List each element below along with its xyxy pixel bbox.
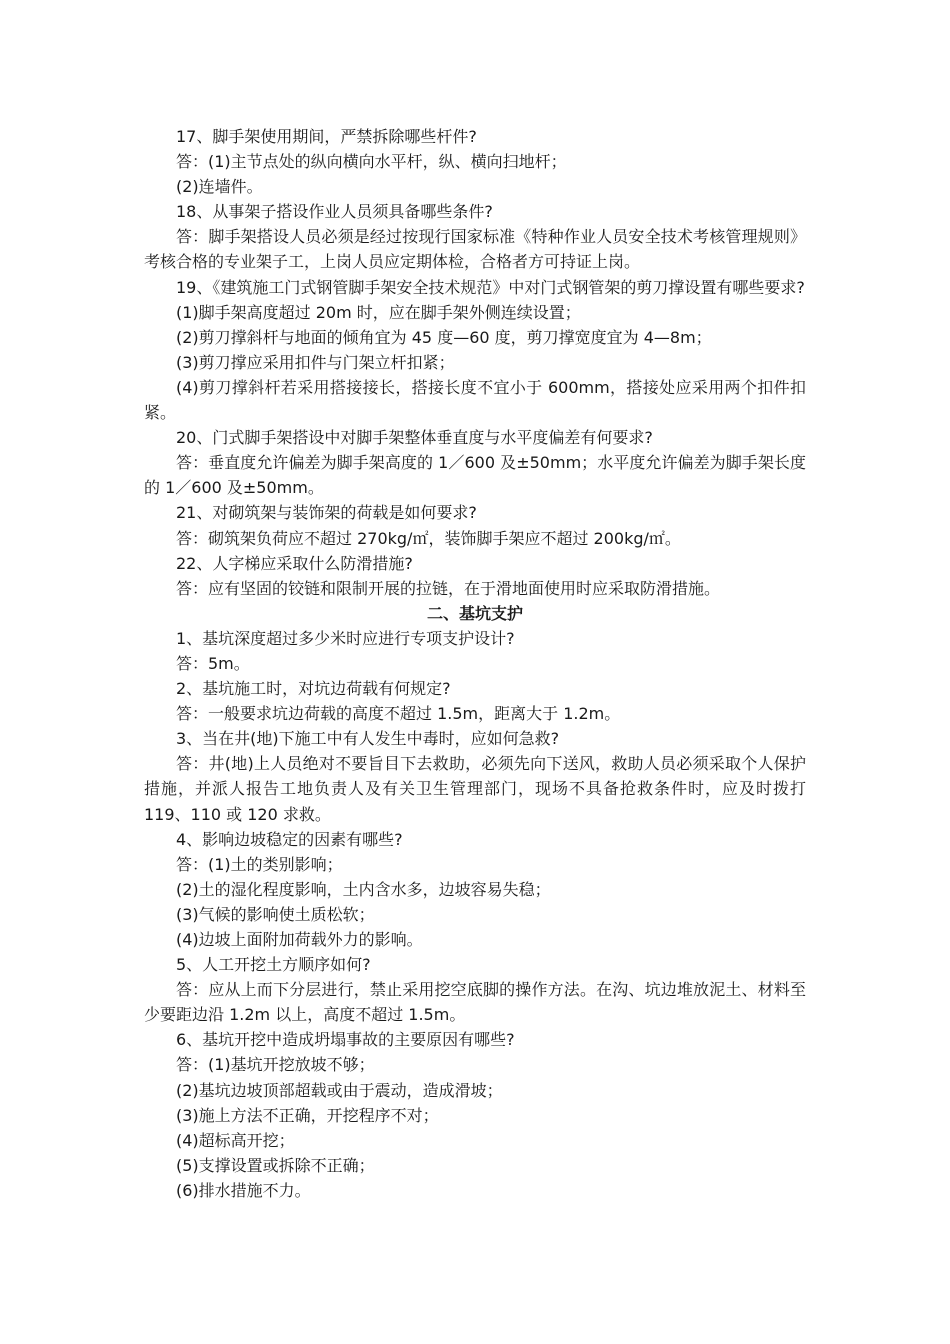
pit-question-1: 1、基坑深度超过多少米时应进行专项支护设计? — [176, 628, 515, 648]
pit-answer-3: 答：井(地)上人员绝对不要旨目下去救助，必须先向下送风，救助人员必须采取个人保护措施，并派人报告工地负责人及有关卫生管理部门，现场不具备抢救条件时，应及时拨打 119、110 或 120 求救。 — [144, 754, 806, 824]
pit-answer-6-item-3: (3)施上方法不正确，开挖程序不对； — [176, 1105, 439, 1125]
answer-17-item-1: 答：(1)主节点处的纵向横向水平杆，纵、横向扫地杆； — [176, 152, 567, 172]
question-19: 19、《建筑施工门式钢管脚手架安全技术规范》中对门式钢管架的剪刀撑设置有哪些要求? — [176, 277, 805, 297]
pit-answer-6-item-4: (4)超标高开挖； — [176, 1130, 295, 1150]
question-21: 21、对砌筑架与装饰架的荷载是如何要求? — [176, 503, 477, 523]
answer-18: 答：脚手架搭设人员必须是经过按现行国家标准《特种作业人员安全技术考核管理规则》考核合格的专业架子工，上岗人员应定期体检，合格者方可持证上岗。 — [144, 227, 806, 272]
pit-question-3: 3、当在井(地)下施工中有人发生中毒时，应如何急救? — [176, 729, 560, 749]
pit-answer-6-item-6: (6)排水措施不力。 — [176, 1180, 311, 1200]
question-22: 22、人字梯应采取什么防滑措施? — [176, 553, 413, 573]
answer-19-item-3: (3)剪刀撑应采用扣件与门架立杆扣紧； — [176, 352, 455, 372]
answer-19-item-2: (2)剪刀撑斜杆与地面的倾角宜为 45 度—60 度，剪刀撑宽度宜为 4—8m； — [176, 327, 712, 347]
answer-22: 答：应有坚固的铰链和限制开展的拉链，在于滑地面使用时应采取防滑措施。 — [176, 578, 721, 598]
pit-answer-1: 答：5m。 — [176, 653, 250, 673]
pit-answer-2: 答：一般要求坑边荷载的高度不超过 1.5m，距离大于 1.2m。 — [176, 704, 621, 724]
pit-answer-4-item-3: (3)气候的影响使土质松软； — [176, 904, 375, 924]
pit-question-2: 2、基坑施工时，对坑边荷载有何规定? — [176, 679, 451, 699]
pit-answer-6-item-5: (5)支撑设置或拆除不正确； — [176, 1155, 375, 1175]
answer-21: 答：砌筑架负荷应不超过 270kg/㎡，装饰脚手架应不超过 200kg/㎡。 — [176, 528, 681, 548]
question-20: 20、门式脚手架搭设中对脚手架整体垂直度与水平度偏差有何要求? — [176, 428, 653, 448]
answer-19-item-4: (4)剪刀撑斜杆若采用搭接接长，搭接长度不宜小于 600mm，搭接处应采用两个扣件扣紧。 — [144, 377, 806, 423]
pit-question-4: 4、影响边坡稳定的因素有哪些? — [176, 829, 403, 849]
answer-17-item-2: (2)连墙件。 — [176, 177, 263, 197]
document-page — [144, 124, 806, 1203]
answer-19-item-1: (1)脚手架高度超过 20m 时，应在脚手架外侧连续设置； — [176, 302, 581, 322]
pit-answer-6-item-1: 答：(1)基坑开挖放坡不够； — [176, 1055, 375, 1075]
pit-answer-6-item-2: (2)基坑边坡顶部超载或由于震动，造成滑坡； — [176, 1080, 503, 1100]
pit-answer-4-item-1: 答：(1)土的类别影响； — [176, 854, 343, 874]
pit-answer-4-item-4: (4)边坡上面附加荷载外力的影响。 — [176, 930, 423, 949]
question-17: 17、脚手架使用期间，严禁拆除哪些杆件? — [176, 127, 477, 146]
question-18: 18、从事架子搭设作业人员须具备哪些条件? — [176, 202, 493, 222]
answer-20: 答：垂直度允许偏差为脚手架高度的 1／600 及±50mm；水平度允许偏差为脚手架长度的 1／600 及±50mm。 — [144, 453, 806, 498]
pit-answer-4-item-2: (2)土的湿化程度影响，土内含水多，边坡容易失稳； — [176, 879, 551, 899]
pit-question-6: 6、基坑开挖中造成坍塌事故的主要原因有哪些? — [176, 1030, 515, 1050]
pit-answer-5: 答：应从上而下分层进行，禁止采用挖空底脚的操作方法。在沟、坑边堆放泥土、材料至少要距边沿 1.2m 以上，高度不超过 1.5m。 — [144, 980, 806, 1025]
pit-question-5: 5、人工开挖土方顺序如何? — [176, 955, 371, 975]
section-heading: 二、基坑支护 — [426, 603, 523, 623]
